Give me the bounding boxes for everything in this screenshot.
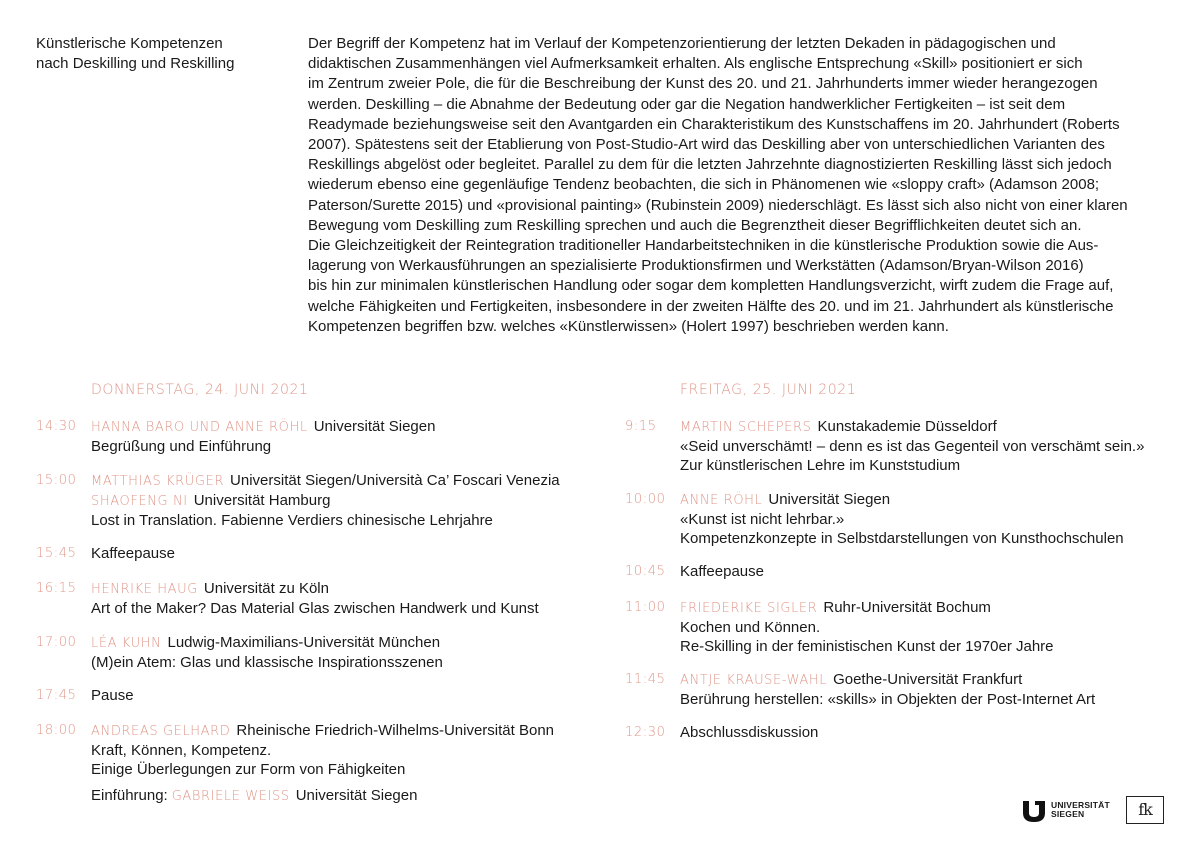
abstract-line: Bewegung vom Deskilling zum Reskilling sprechen und auch die Begrenztheit dieser Begrifflichkeiten deutet sich an. — [308, 216, 1082, 234]
institute-logo: fk — [1126, 796, 1164, 824]
affiliation: Ruhr-Universität Bochum — [823, 599, 991, 616]
university-siegen-logo — [1022, 796, 1110, 824]
speaker-name: HANNA BARO UND ANNE RÖHL — [91, 420, 308, 435]
abstract-line: bis hin zur minimalen künstlerischen Handlung oder sogar dem kompletten Handlungsverzicht, wirft zudem die Frage auf, — [308, 277, 1114, 295]
abstract-line: werden. Deskilling – die Abnahme der Bedeutung oder gar die Negation handwerklicher Fertigkeiten – ist seit dem — [308, 95, 1066, 113]
slot-time: 17:45 — [36, 688, 77, 703]
talk-subtitle: Einige Überlegungen zur Form von Fähigkeiten — [91, 761, 406, 778]
speaker-name: MARTIN SCHEPERS — [680, 420, 812, 435]
talk-title: Berührung herstellen: «skills» in Objekten der Post-Internet Art — [680, 691, 1096, 708]
abstract-line: Kompetenzen begriffen bzw. welches «Künstlerwissen» (Holert 1997) beschrieben werden kann. — [308, 317, 949, 335]
slot-time: 15:00 — [36, 473, 77, 488]
talk-subtitle: Kompetenzkonzepte in Selbstdarstellungen von Kunsthochschulen — [680, 530, 1124, 547]
talk-title: Lost in Translation. Fabienne Verdiers chinesische Lehrjahre — [91, 512, 493, 529]
affiliation: Universität Siegen — [295, 787, 418, 804]
talk-title: «Kunst ist nicht lehrbar.» — [680, 511, 845, 528]
affiliation: Universität Siegen — [313, 418, 436, 435]
event-title — [36, 34, 286, 74]
affiliation: Kunstakademie Düsseldorf — [817, 418, 997, 435]
speaker-name: ANTJE KRAUSE-WAHL — [680, 673, 828, 688]
logo-area — [1022, 796, 1172, 826]
speaker-name: FRIEDERIKE SIGLER — [680, 601, 818, 616]
affiliation: Ludwig-Maximilians-Universität München — [167, 634, 441, 651]
day-heading-thursday: DONNERSTAG, 24. JUNI 2021 — [91, 382, 309, 398]
slot-time: 10:45 — [625, 564, 666, 579]
speaker-name: GABRIELE WEISS — [171, 789, 290, 804]
slot-time: 15:45 — [36, 546, 77, 561]
slot-time: 14:30 — [36, 419, 77, 434]
break-label: Kaffeepause — [91, 545, 175, 562]
affiliation: Universität Siegen — [768, 491, 891, 508]
abstract-line: Der Begriff der Kompetenz hat im Verlauf der Kompetenzorientierung der letzten Dekaden in pädagogischen und — [308, 35, 1056, 52]
talk-title: (M)ein Atem: Glas und klassische Inspirationsszenen — [91, 654, 443, 671]
affiliation: Universität Siegen/Università Ca’ Foscari Venezia — [230, 472, 560, 489]
speaker-name: SHAOFENG NI — [91, 494, 188, 509]
talk-title: Kochen und Können. — [680, 619, 821, 636]
slot-time: 16:15 — [36, 581, 77, 596]
slot-time: 17:00 — [36, 635, 77, 650]
logo-text-line: SIEGEN — [1051, 809, 1085, 819]
abstract-line: Die Gleichzeitigkeit der Reintegration traditioneller Handarbeitstechniken in die künstlerische Produktion sowie die Aus- — [308, 237, 1099, 255]
slot-time: 9:15 — [625, 419, 657, 434]
speaker-name: HENRIKE HAUG — [91, 582, 198, 597]
title-line: nach Deskilling und Reskilling — [36, 55, 235, 72]
abstract-text — [308, 34, 1168, 337]
title-line: Künstlerische Kompetenzen — [36, 35, 223, 52]
speaker-name: ANNE RÖHL — [680, 493, 763, 508]
university-mark-icon — [1022, 798, 1046, 822]
intro-label: Einführung: — [91, 787, 168, 804]
speaker-name: ANDREAS GELHARD — [91, 724, 231, 739]
talk-subtitle: Re-Skilling in der feministischen Kunst der 1970er Jahre — [680, 638, 1054, 655]
slot-time: 10:00 — [625, 492, 666, 507]
break-label: Kaffeepause — [680, 563, 764, 580]
slot-time: 11:00 — [625, 600, 666, 615]
slot-time: 11:45 — [625, 672, 666, 687]
slot-time: 12:30 — [625, 725, 666, 740]
affiliation: Universität zu Köln — [203, 580, 329, 597]
abstract-line: didaktischen Zusammenhängen viel Aufmerksamkeit erhalten. Als englische Entsprechung «Skill» positioniert er sich — [308, 55, 1083, 73]
speaker-name: LÉA KUHN — [91, 636, 162, 651]
speaker-name: MATTHIAS KRÜGER — [91, 474, 225, 489]
abstract-line: im Zentrum zweier Pole, die für die Beschreibung der Kunst des 20. und 21. Jahrhunderts immer wieder herangezogen — [308, 75, 1098, 93]
affiliation: Goethe-Universität Frankfurt — [833, 671, 1023, 688]
talk-title: «Seid unverschämt! – denn es ist das Gegenteil von verschämt sein.» — [680, 438, 1145, 455]
talk-subtitle: Zur künstlerischen Lehre im Kunststudium — [680, 457, 961, 474]
talk-title: Art of the Maker? Das Material Glas zwischen Handwerk und Kunst — [91, 600, 539, 617]
talk-title: Kraft, Können, Kompetenz. — [91, 742, 272, 759]
day-heading-friday: FREITAG, 25. JUNI 2021 — [680, 382, 857, 398]
abstract-line: wiederum ebenso eine gegenläufige Tendenz beobachten, die sich in Phänomenen wie «sloppy craft» (Adamson 2008; — [308, 176, 1100, 194]
abstract-line: 2007). Spätestens seit der Etablierung von Post-Studio-Art wird das Deskilling aber von unterschiedlichen Varianten des — [308, 136, 1105, 154]
slot-time: 18:00 — [36, 723, 77, 738]
break-label: Pause — [91, 687, 134, 704]
affiliation: Universität Hamburg — [193, 492, 331, 509]
abstract-line: welche Fähigkeiten und Fertigkeiten, insbesondere in der zweiten Hälfte des 20. und im 21. Jahrhundert als künstlerische — [308, 297, 1114, 315]
affiliation: Rheinische Friedrich-Wilhelms-Universität Bonn — [236, 722, 555, 739]
talk-title: Begrüßung und Einführung — [91, 438, 272, 455]
abstract-line: Reskillings abgelöst oder begleitet. Parallel zu dem für die letzten Jahrzehnte diagnostizierten Reskilling lässt sich jedoch — [308, 156, 1112, 174]
abstract-line: lagerung von Werkausführungen an spezialisierte Produktionsfirmen und Werkstätten (Adamson/Bryan-Wilson 2016) — [308, 257, 1084, 275]
closing-label: Abschlussdiskussion — [680, 724, 819, 741]
logo-text-line: UNIVERSITÄT — [1051, 800, 1110, 810]
abstract-line: Paterson/Surette 2015) und «provisional painting» (Rubinstein 2009) niederschlägt. Es lässt sich also nicht von einer klaren — [308, 196, 1128, 214]
abstract-line: Readymade beziehungsweise seit den Avantgarden ein Charakteristikum des Kunstschaffens im 20. Jahrhundert (Roberts — [308, 115, 1120, 133]
